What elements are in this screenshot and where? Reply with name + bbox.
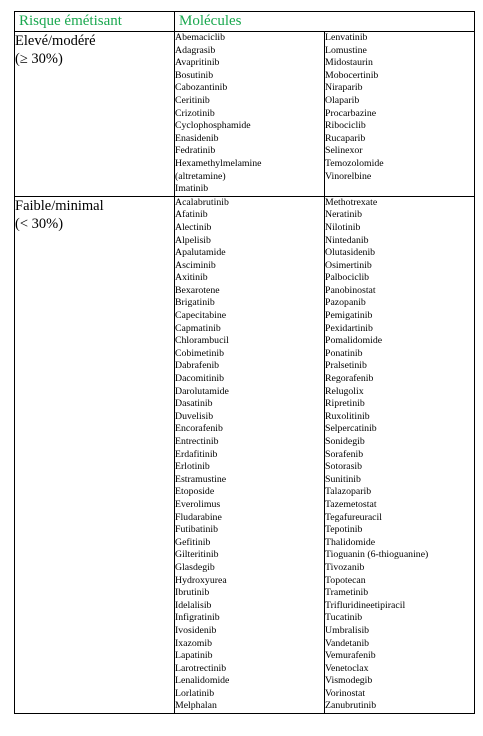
molecule-item: Acalabrutinib (175, 196, 229, 208)
molecule-item: Duvelisib (175, 410, 214, 422)
molecule-list (325, 32, 475, 197)
molecule-item: Tazemetostat (325, 498, 377, 510)
molecule-item: Ceritinib (175, 94, 210, 106)
molecule-item: Zanubrutinib (325, 700, 377, 712)
molecule-item: Erlotinib (175, 461, 210, 473)
molecule-item: Brigatinib (175, 297, 215, 309)
molecule-item: Procarbazine (325, 107, 377, 119)
molecule-item: Apalutamide (175, 247, 226, 259)
header-risk: Risque émétisant (15, 12, 175, 32)
molecule-item: Lorlatinib (175, 687, 215, 699)
molecule-item: Ivosidenib (175, 624, 217, 636)
molecule-list (175, 32, 325, 197)
molecule-item: Idelalisib (175, 599, 212, 611)
molecule-item: Umbralisib (325, 624, 370, 636)
molecule-item: Afatinib (175, 209, 208, 221)
molecule-item: Olaparib (325, 94, 360, 106)
molecule-item: Asciminib (175, 259, 216, 271)
molecule-item: Sotorasib (325, 461, 363, 473)
header-molecules: Molécules (175, 12, 475, 32)
molecule-item: Enasidenib (175, 132, 219, 144)
molecule-item: Olutasidenib (325, 247, 376, 259)
molecule-item: Hydroxyurea (175, 574, 227, 586)
molecule-item: Cyclophosphamide (175, 120, 251, 132)
molecule-item: Chlorambucil (175, 335, 229, 347)
molecule-item: Tepotinib (325, 524, 363, 536)
molecule-item: Nilotinib (325, 221, 361, 233)
molecule-item: Pralsetinib (325, 360, 367, 372)
molecule-item: Talazoparib (325, 486, 372, 498)
molecule-item: Bexarotene (175, 284, 220, 296)
molecule-item: Tioguanin (6-thioguanine) (325, 549, 429, 561)
molecule-item: Temozolomide (325, 157, 384, 169)
molecule-item: Avapritinib (175, 57, 220, 69)
molecule-item: Ribociclib (325, 120, 366, 132)
molecule-item: Trifluridineetipiracil (325, 599, 406, 611)
molecule-item: Futibatinib (175, 524, 219, 536)
molecule-item: Tegafureuracil (325, 511, 382, 523)
molecule-item: Midostaurin (325, 57, 373, 69)
molecule-item: Palbociclib (325, 272, 370, 284)
molecule-item: Everolimus (175, 498, 221, 510)
molecule-item: Fludarabine (175, 511, 222, 523)
molecule-item: Osimertinib (325, 259, 372, 271)
molecule-item: Ixazomib (175, 637, 212, 649)
molecule-item: Fedratinib (175, 145, 216, 157)
molecule-item: Glasdegib (175, 561, 215, 573)
emetic-risk-table (14, 11, 475, 714)
molecule-item: Rucaparib (325, 132, 366, 144)
molecule-item: Vemurafenib (325, 650, 376, 662)
molecule-item: Crizotinib (175, 107, 215, 119)
molecule-item: Axitinib (175, 272, 208, 284)
molecule-item: Ibrutinib (175, 587, 210, 599)
molecule-list (325, 196, 475, 713)
molecule-item: Alpelisib (175, 234, 211, 246)
molecule-item: Imatinib (175, 183, 209, 195)
row-high-moderate (15, 32, 475, 197)
molecule-item: Mobocertinib (325, 69, 379, 81)
molecule-item: Dacomitinib (175, 373, 224, 385)
molecule-item: Capecitabine (175, 310, 227, 322)
molecule-item: Trametinib (325, 587, 369, 599)
molecule-item: Venetoclax (325, 662, 369, 674)
molecule-item: Lenalidomide (175, 675, 230, 687)
molecule-item: Pazopanib (325, 297, 366, 309)
molecule-item: Vinorelbine (325, 170, 372, 182)
molecule-item: Dasatinib (175, 398, 213, 410)
molecule-item: Abemaciclib (175, 32, 226, 43)
molecule-item: Lenvatinib (325, 32, 368, 43)
molecule-item: Selpercatinib (325, 423, 377, 435)
molecule-item: Capmatinib (175, 322, 221, 334)
molecule-item: Estramustine (175, 473, 227, 485)
molecule-item: Panobinostat (325, 284, 376, 296)
molecule-item: Ruxolitinib (325, 410, 370, 422)
molecule-item: Melphalan (175, 700, 217, 712)
molecule-item: Sonidegib (325, 436, 365, 447)
molecule-item: Ripretinib (325, 398, 365, 410)
molecule-item: Gilteritinib (175, 549, 219, 561)
molecule-item: Pemigatinib (325, 310, 373, 322)
molecule-item: Regorafenib (325, 373, 374, 385)
molecule-item: Relugolix (325, 385, 364, 397)
molecule-item: Erdafitinib (175, 448, 218, 460)
molecule-item: Sunitinib (325, 473, 361, 485)
molecule-item: Tivozanib (325, 561, 365, 573)
molecule-item: Tucatinib (325, 612, 363, 624)
molecule-item: Entrectinib (175, 436, 219, 447)
molecule-item: Vandetanib (325, 637, 370, 649)
molecule-item: Alectinib (175, 221, 212, 233)
molecule-item: Nintedanib (325, 234, 369, 246)
molecule-list (175, 196, 325, 713)
molecule-item: Darolutamide (175, 385, 229, 397)
molecule-item: Infigratinib (175, 612, 220, 624)
molecule-item: Vorinostat (325, 687, 366, 699)
molecule-item: Methotrexate (325, 196, 378, 208)
row-low-minimal (15, 196, 475, 713)
category-cell (15, 196, 175, 713)
molecule-item: Topotecan (325, 574, 366, 586)
molecule-item: Sorafenib (325, 448, 364, 460)
molecule-item: Bosutinib (175, 69, 214, 81)
category-label: Elevé/modéré (≥ 30%) (15, 33, 96, 67)
molecule-item: Cobimetinib (175, 347, 224, 359)
molecule-item: Dabrafenib (175, 360, 220, 372)
molecule-item: Encorafenib (175, 423, 223, 435)
molecule-item: Thalidomide (325, 536, 376, 548)
molecule-item: Adagrasib (175, 44, 216, 56)
molecule-item: Lapatinib (175, 650, 213, 662)
molecule-item: Niraparib (325, 82, 363, 94)
category-label: Faible/minimal (< 30%) (15, 197, 104, 232)
molecule-item: Gefitinib (175, 536, 211, 548)
molecule-item: Lomustine (325, 44, 367, 56)
molecule-item: Vismodegib (325, 675, 373, 687)
molecule-item: Selinexor (325, 145, 363, 157)
molecule-item: Ponatinib (325, 347, 363, 359)
molecule-item: Hexamethylmelamine (175, 157, 262, 169)
molecule-item: Larotrectinib (175, 662, 227, 674)
molecule-item: (altretamine) (175, 170, 226, 182)
molecule-item: Cabozantinib (175, 82, 228, 94)
molecule-item: Pexidartinib (325, 322, 373, 334)
category-cell (15, 32, 175, 197)
molecule-item: Neratinib (325, 209, 362, 221)
molecule-item: Pomalidomide (325, 335, 383, 347)
header-row (15, 12, 475, 32)
molecule-item: Etoposide (175, 486, 215, 498)
